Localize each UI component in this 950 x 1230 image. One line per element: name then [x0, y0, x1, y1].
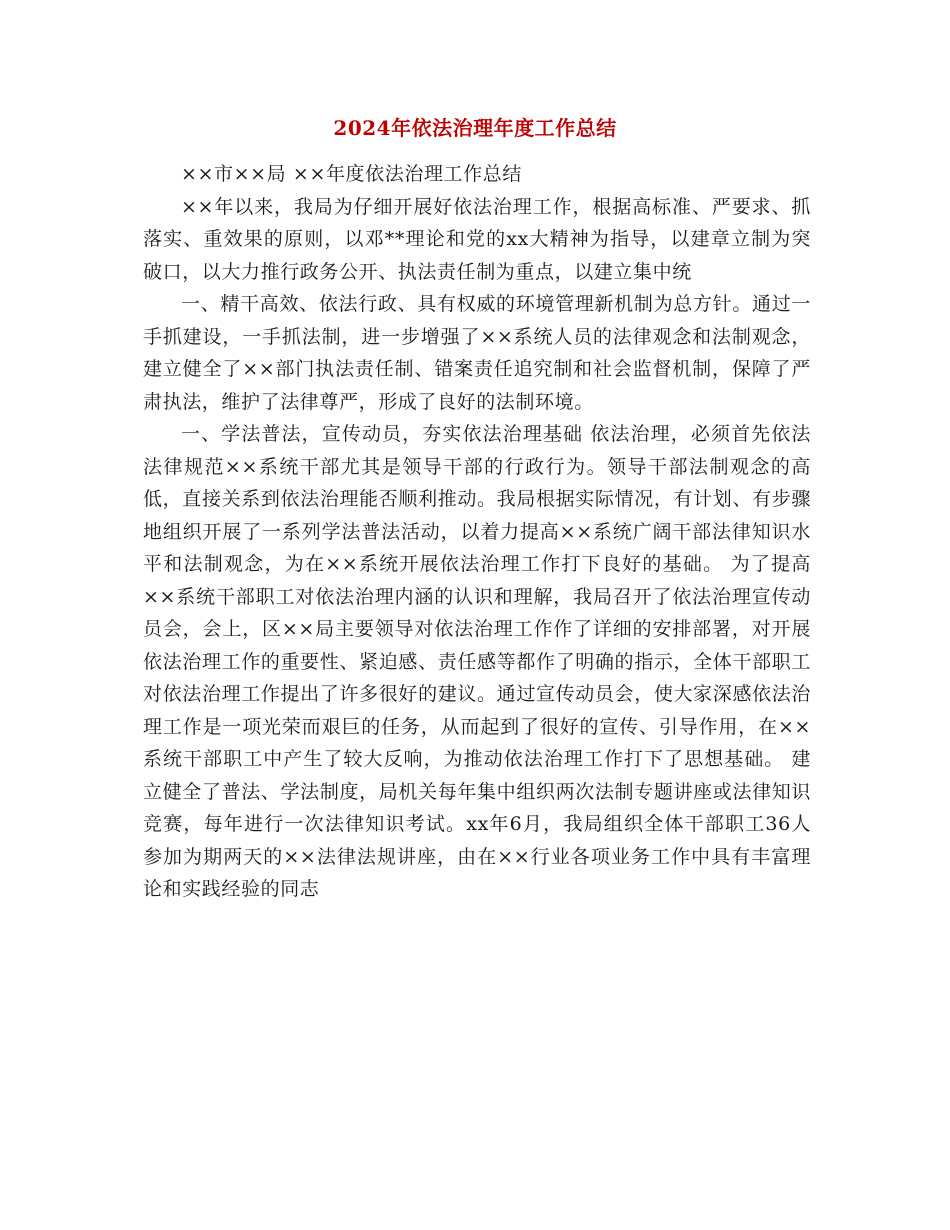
document-body — [143, 158, 811, 906]
paragraph-intro: ××年以来，我局为仔细开展好依法治理工作，根据高标准、严要求、抓落实、重效果的原则，以邓**理论和党的xx大精神为指导，以建章立制为突破口，以大力推行政务公开、执法责任制为重点，以建立集中统 — [143, 195, 811, 283]
document-title: 2024年依法治理年度工作总结 — [333, 116, 617, 140]
paragraph-subtitle: ××市××局 ××年度依法治理工作总结 — [181, 163, 522, 185]
paragraph-section-1: 一、精干高效、依法行政、具有权威的环境管理新机制为总方针。通过一手抓建设，一手抓法制，进一步增强了××系统人员的法律观念和法制观念，建立健全了××部门执法责任制、错案责任追究制和社会监督机制，保障了严肃执法，维护了法律尊严，形成了良好的法制环境。 — [143, 293, 811, 413]
paragraph-section-2: 一、学法普法，宣传动员，夯实依法治理基础 依法治理，必须首先依法法律规范××系统干部尤其是领导干部的行政行为。领导干部法制观念的高低，直接关系到依法治理能否顺利推动。我局根据实际情况，有计划、有步骤地组织开展了一系列学法普法活动，以着力提高××系统广阔干部法律知识水平和法制观念，为在××系统开展依法治理工作打下良好的基础。 为了提高××系统干部职工对依法治理内涵的认识和理解，我局召开了依法治理宣传动员会，会上，区××局主要领导对依法治理工作作了详细的安排部署，对开展依法治理工作的重要性、紧迫感、责任感等都作了明确的指示，全体干部职工对依法治理工作提出了许多很好的建议。通过宣传动员会，使大家深感依法治理工作是一项光荣而艰巨的任务，从而起到了很好的宣传、引导作用，在××系统干部职工中产生了较大反响，为推动依法治理工作打下了思想基础。 建立健全了普法、学法制度，局机关每年集中组织两次法制专题讲座或法律知识竞赛，每年进行一次法律知识考试。xx年6月，我局组织全体干部职工36人参加为期两天的××法律法规讲座，由在××行业各项业务工作中具有丰富理论和实践经验的同志 — [143, 423, 811, 900]
